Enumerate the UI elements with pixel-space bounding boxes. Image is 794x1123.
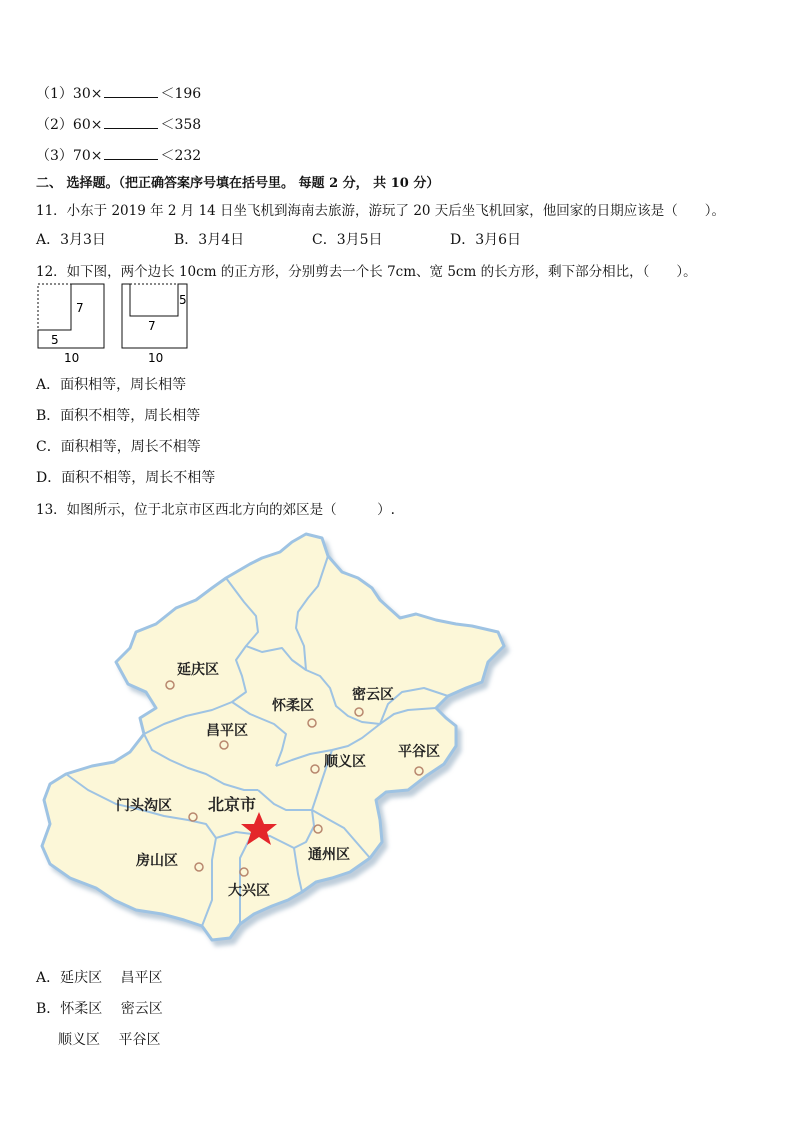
option-d[interactable]: D．面积不相等，周长不相等	[36, 470, 216, 486]
label-shunyi: 顺义区	[324, 754, 366, 770]
option-d[interactable]: D．3月6日	[450, 232, 522, 248]
option-a[interactable]: A．3月3日	[36, 232, 106, 248]
square-figures	[34, 282, 204, 366]
fill-item-label: （3）70×	[36, 148, 103, 164]
fill-item-label: （2）60×	[36, 117, 103, 133]
label-yanqing: 延庆区	[177, 662, 219, 678]
option-c[interactable]: C．3月5日	[312, 232, 383, 248]
label-pinggu: 平谷区	[398, 744, 440, 760]
question-13: 13．如图所示，位于北京市区西北方向的郊区是（ ）.	[36, 502, 395, 518]
option-b[interactable]: B．3月4日	[174, 232, 245, 248]
option-b[interactable]: B．面积不相等，周长相等	[36, 408, 201, 424]
map-outline	[42, 534, 504, 940]
label-miyun: 密云区	[352, 687, 394, 703]
label-huairou: 怀柔区	[272, 698, 314, 714]
figure-1-bottom: 10	[64, 351, 80, 365]
figure-1	[38, 284, 104, 365]
option-b-continued: 顺义区 平谷区	[58, 1032, 161, 1048]
fill-item-label: （1）30×	[36, 86, 103, 102]
answer-blank[interactable]	[104, 115, 158, 129]
question-12: 12．如下图，两个边长 10cm 的正方形，分别剪去一个长 7cm、宽 5cm 的长方形，剩下部分相比，（ ）。	[36, 264, 697, 280]
figure-2	[122, 284, 187, 365]
fill-item-3	[36, 145, 201, 165]
beijing-map	[36, 528, 516, 952]
figure-1-label-a: 7	[76, 301, 84, 315]
figure-1-label-b: 5	[51, 333, 59, 347]
option-a[interactable]: A．延庆区 昌平区	[36, 970, 163, 986]
section-heading: 二、 选择题。（把正确答案序号填在括号里。 每题 2 分， 共 10 分）	[36, 176, 440, 191]
label-fangshan: 房山区	[136, 853, 178, 869]
question-11: 11．小东于 2019 年 2 月 14 日坐飞机到海南去旅游，游玩了 20 天后坐飞机回家，他回家的日期应该是（ ）。	[36, 203, 726, 219]
figure-2-label-b: 7	[148, 319, 156, 333]
label-changping: 昌平区	[206, 723, 248, 739]
label-tongzhou: 通州区	[308, 847, 350, 863]
question-11-options	[36, 229, 521, 249]
fill-item-1	[36, 83, 201, 103]
label-mentougou: 门头沟区	[116, 798, 172, 814]
option-c[interactable]: C．面积相等，周长不相等	[36, 439, 201, 455]
option-a[interactable]: A．面积相等，周长相等	[36, 377, 187, 393]
figure-2-label-a: 5	[179, 293, 187, 307]
fill-item-right: ＜232	[160, 148, 202, 164]
option-b[interactable]: B．怀柔区 密云区	[36, 1001, 163, 1017]
answer-blank[interactable]	[104, 146, 158, 160]
fill-item-2	[36, 114, 201, 134]
fill-item-right: ＜196	[160, 86, 202, 102]
label-beijing: 北京市	[208, 795, 257, 814]
answer-blank[interactable]	[104, 84, 158, 98]
figure-2-bottom: 10	[148, 351, 164, 365]
fill-item-right: ＜358	[160, 117, 202, 133]
label-daxing: 大兴区	[228, 883, 270, 899]
